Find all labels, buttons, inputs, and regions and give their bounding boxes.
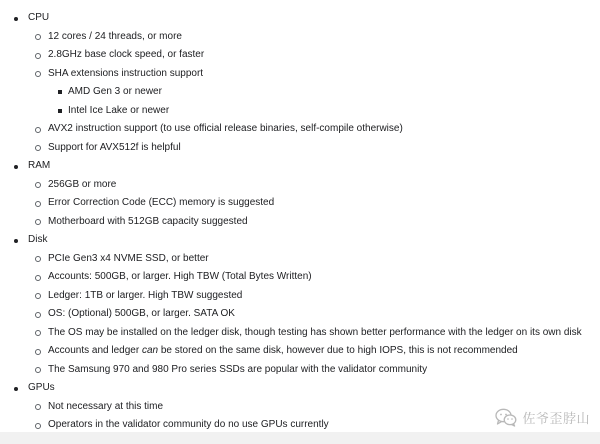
section-disk [0, 231, 600, 379]
section-title: RAM [28, 160, 51, 171]
bullet-disc-icon [14, 17, 18, 21]
emphasis-text: can [141, 345, 159, 356]
bullet-circle-icon [35, 312, 41, 318]
bullet-circle-icon [35, 201, 41, 207]
list-item: 12 cores / 24 threads, or more [0, 28, 600, 47]
list-item: AVX2 instruction support (to use official release binaries, self-compile otherwise) [0, 120, 600, 139]
bullet-circle-icon [35, 293, 41, 299]
section-title: CPU [28, 12, 50, 23]
list-item: OS: (Optional) 500GB, or larger. SATA OK [0, 305, 600, 324]
list-item: 256GB or more [0, 176, 600, 195]
bullet-circle-icon [35, 404, 41, 410]
bullet-circle-icon [35, 256, 41, 262]
bullet-square-icon [58, 109, 62, 113]
list-item: Motherboard with 512GB capacity suggested [0, 213, 600, 232]
bullet-circle-icon [35, 275, 41, 281]
bullet-disc-icon [14, 387, 18, 391]
bullet-circle-icon [35, 219, 41, 225]
bullet-circle-icon [35, 367, 41, 373]
sub-list-item: AMD Gen 3 or newer [0, 83, 600, 102]
list-item: Operators in the validator community do no use GPUs currently [0, 416, 600, 435]
bullet-circle-icon [35, 349, 41, 355]
section-cpu [0, 9, 600, 157]
wechat-logo-icon [495, 408, 517, 427]
section-title: GPUs [28, 382, 55, 393]
list-item: The Samsung 970 and 980 Pro series SSDs are popular with the validator community [0, 361, 600, 380]
watermark [495, 406, 590, 428]
bullet-circle-icon [35, 34, 41, 40]
list-item: Not necessary at this time [0, 398, 600, 417]
bullet-disc-icon [14, 239, 18, 243]
section-list [0, 9, 600, 435]
bullet-circle-icon [35, 127, 41, 133]
list-item: SHA extensions instruction support AMD Gen 3 or newer Intel Ice Lake or newer [0, 65, 600, 121]
bullet-circle-icon [35, 423, 41, 429]
section-title: Disk [28, 234, 48, 245]
bullet-circle-icon [35, 330, 41, 336]
requirements-document [0, 9, 600, 435]
ram-items [0, 176, 600, 232]
cpu-items [0, 28, 600, 158]
sha-subitems [0, 83, 600, 120]
list-item: Accounts: 500GB, or larger. High TBW (Total Bytes Written) [0, 268, 600, 287]
list-item: Support for AVX512f is helpful [0, 139, 600, 158]
bottom-strip [0, 432, 600, 444]
section-ram [0, 157, 600, 231]
list-item: Error Correction Code (ECC) memory is suggested [0, 194, 600, 213]
bullet-circle-icon [35, 145, 41, 151]
bullet-circle-icon [35, 53, 41, 59]
bullet-disc-icon [14, 165, 18, 169]
list-item: 2.8GHz base clock speed, or faster [0, 46, 600, 65]
watermark-text: 佐爷歪脖山 [522, 411, 590, 427]
disk-items [0, 250, 600, 380]
sub-list-item: Intel Ice Lake or newer [0, 102, 600, 121]
bullet-square-icon [58, 90, 62, 94]
list-item: PCIe Gen3 x4 NVME SSD, or better [0, 250, 600, 269]
list-item: The OS may be installed on the ledger disk, though testing has shown better performance with the ledger on its own disk [0, 324, 600, 343]
list-item: Ledger: 1TB or larger. High TBW suggested [0, 287, 600, 306]
bullet-circle-icon [35, 182, 41, 188]
bullet-circle-icon [35, 71, 41, 77]
list-item: Accounts and ledger can be stored on the same disk, however due to high IOPS, this is not recommended [0, 342, 600, 361]
